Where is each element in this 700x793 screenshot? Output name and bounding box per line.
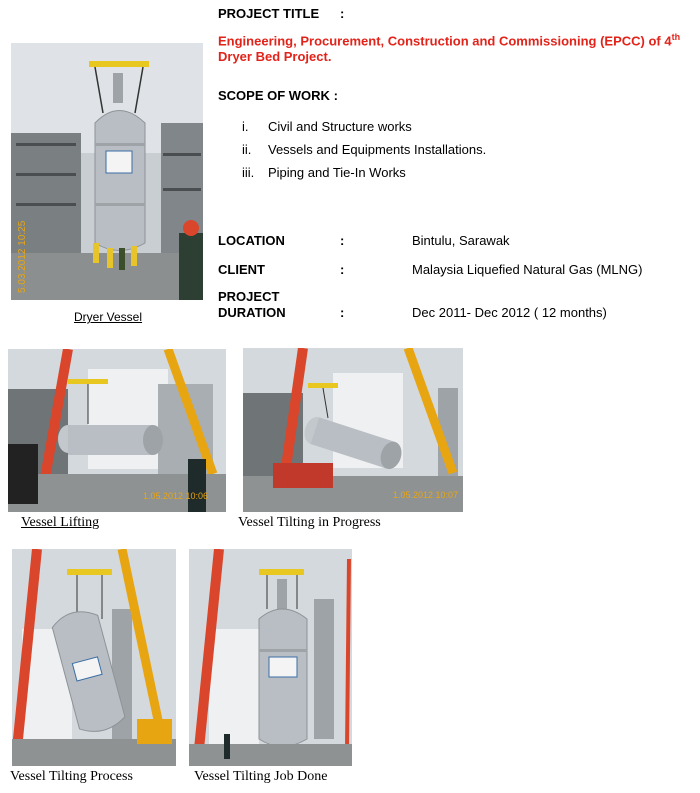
dryer-vessel-caption: Dryer Vessel — [74, 310, 143, 324]
duration-value: Dec 2011- Dec 2012 ( 12 months) — [412, 305, 607, 320]
vessel-tilting-progress-photo — [243, 348, 463, 512]
scope-item-text: Civil and Structure works — [268, 119, 412, 134]
project-title-colon: : — [340, 6, 345, 21]
scope-of-work-label: SCOPE OF WORK : — [218, 88, 338, 103]
client-value: Malaysia Liquefied Natural Gas (MLNG) — [412, 262, 643, 277]
vessel-lifting-caption: Vessel Lifting — [21, 515, 100, 530]
vessel-tilting-process-caption: Vessel Tilting Process — [10, 769, 133, 784]
project-title-superscript: th — [671, 32, 681, 42]
project-title-text — [218, 29, 698, 65]
photo-timestamp: 1.05.2012 10:07 — [393, 490, 459, 500]
location-value: Bintulu, Sarawak — [412, 233, 510, 248]
dryer-vessel-photo — [11, 43, 203, 300]
scope-item-number: iii. — [242, 165, 255, 180]
duration-label: PROJECT DURATION — [218, 289, 286, 320]
vessel-tilting-process-photo — [12, 549, 176, 766]
project-title-label: PROJECT TITLE — [218, 6, 320, 21]
scope-item-text: Vessels and Equipments Installations. — [268, 142, 487, 157]
scope-item-number: ii. — [242, 142, 252, 157]
duration-colon: : — [340, 305, 345, 320]
vessel-tilting-progress-caption: Vessel Tilting in Progress — [238, 515, 381, 530]
project-title-line1: Engineering, Procurement, Construction and Commissioning (EPCC) of 4 — [218, 33, 672, 49]
photo-timestamp: 5.03.2012 10:25 — [17, 220, 28, 293]
photo-timestamp: 1.05.2012 10:06 — [143, 491, 209, 501]
scope-item-number: i. — [242, 119, 249, 134]
location-colon: : — [340, 233, 345, 248]
vessel-lifting-photo — [8, 349, 226, 512]
client-label: CLIENT — [218, 262, 265, 277]
scope-item-text: Piping and Tie-In Works — [268, 165, 406, 180]
project-title-line2: Dryer Bed Project. — [218, 49, 332, 65]
client-colon: : — [340, 262, 345, 277]
location-label: LOCATION — [218, 233, 285, 248]
vessel-tilting-done-caption: Vessel Tilting Job Done — [194, 769, 328, 784]
vessel-tilting-done-photo — [189, 549, 352, 766]
